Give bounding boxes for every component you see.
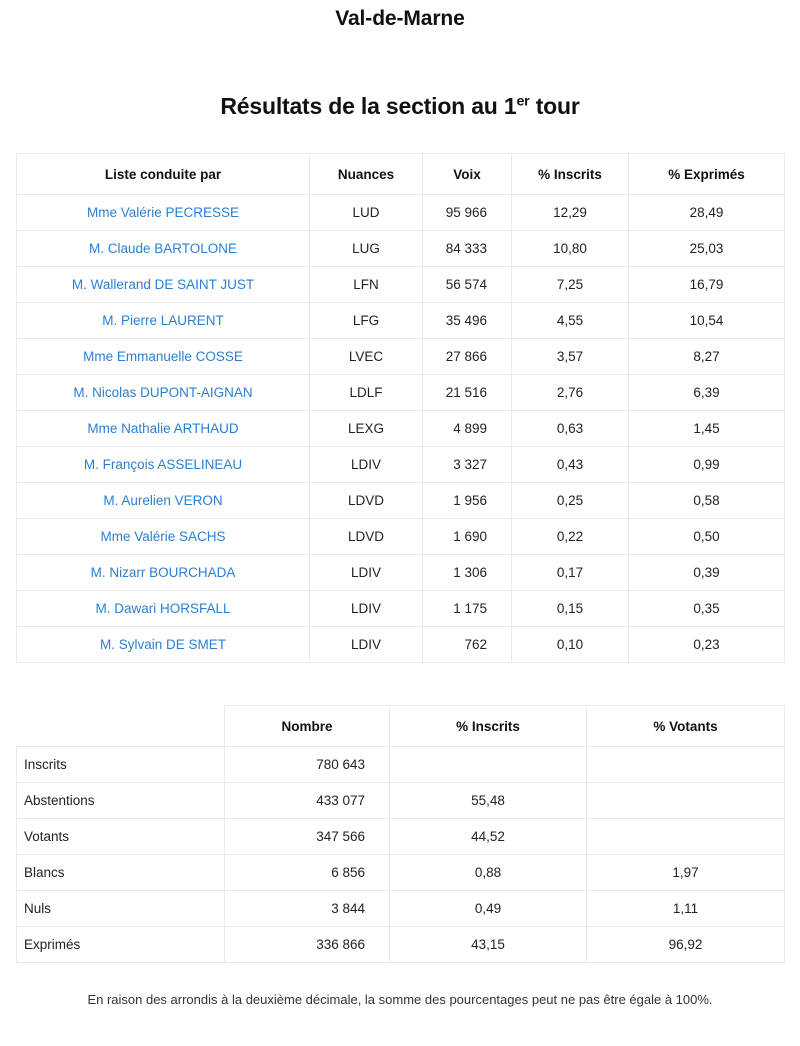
candidate-link[interactable]: M. Nizarr BOURCHADA <box>90 565 236 580</box>
summary-pct-votants-cell: 96,92 <box>587 927 785 963</box>
summary-table-body <box>17 747 785 963</box>
candidate-cell <box>17 519 310 555</box>
pct-inscrits-cell: 2,76 <box>512 375 629 411</box>
candidate-cell <box>17 411 310 447</box>
summary-table-container <box>16 705 784 963</box>
summary-label-cell: Abstentions <box>17 783 225 819</box>
votes-cell: 56 574 <box>423 267 512 303</box>
column-header-count: Nombre <box>225 706 390 747</box>
candidate-cell <box>17 231 310 267</box>
candidate-link[interactable]: M. Dawari HORSFALL <box>95 601 231 616</box>
column-header-nuance: Nuances <box>310 154 423 195</box>
summary-pct-votants-cell <box>587 819 785 855</box>
table-row <box>17 339 785 375</box>
nuance-cell: LDVD <box>310 519 423 555</box>
candidate-link[interactable]: M. Aurelien VERON <box>103 493 223 508</box>
pct-exprimes-cell: 8,27 <box>629 339 785 375</box>
rounding-footnote: En raison des arrondis à la deuxième décimale, la somme des pourcentages peut ne pas être égale à 100%. <box>87 992 713 1007</box>
summary-table <box>16 705 785 963</box>
page-title: Val-de-Marne <box>335 7 465 30</box>
summary-count-cell: 433 077 <box>225 783 390 819</box>
table-row <box>17 411 785 447</box>
pct-inscrits-cell: 0,17 <box>512 555 629 591</box>
votes-cell: 1 175 <box>423 591 512 627</box>
pct-exprimes-cell: 25,03 <box>629 231 785 267</box>
results-table-head <box>17 154 785 195</box>
summary-label-cell: Nuls <box>17 891 225 927</box>
column-header-votes: Voix <box>423 154 512 195</box>
votes-cell: 84 333 <box>423 231 512 267</box>
table-row <box>17 927 785 963</box>
pct-inscrits-cell: 0,63 <box>512 411 629 447</box>
summary-pct-inscrits-cell: 55,48 <box>390 783 587 819</box>
candidate-cell <box>17 339 310 375</box>
results-table-body <box>17 195 785 663</box>
summary-pct-inscrits-cell: 43,15 <box>390 927 587 963</box>
table-row <box>17 783 785 819</box>
table-row <box>17 483 785 519</box>
candidate-link[interactable]: Mme Emmanuelle COSSE <box>83 349 243 364</box>
summary-pct-inscrits-cell <box>390 747 587 783</box>
summary-pct-votants-cell: 1,97 <box>587 855 785 891</box>
nuance-cell: LEXG <box>310 411 423 447</box>
column-header-candidate: Liste conduite par <box>17 154 310 195</box>
table-row <box>17 519 785 555</box>
pct-exprimes-cell: 16,79 <box>629 267 785 303</box>
candidate-cell <box>17 483 310 519</box>
candidate-cell <box>17 555 310 591</box>
pct-inscrits-cell: 4,55 <box>512 303 629 339</box>
pct-inscrits-cell: 0,22 <box>512 519 629 555</box>
results-header-row <box>17 154 785 195</box>
summary-pct-votants-cell <box>587 783 785 819</box>
column-header-pct-voters: % Votants <box>587 706 785 747</box>
pct-exprimes-cell: 28,49 <box>629 195 785 231</box>
table-row <box>17 195 785 231</box>
table-row <box>17 891 785 927</box>
votes-cell: 1 956 <box>423 483 512 519</box>
table-row <box>17 555 785 591</box>
nuance-cell: LUD <box>310 195 423 231</box>
votes-cell: 4 899 <box>423 411 512 447</box>
votes-cell: 27 866 <box>423 339 512 375</box>
summary-count-cell: 3 844 <box>225 891 390 927</box>
column-header-summary-pct-registered: % Inscrits <box>390 706 587 747</box>
column-header-summary-blank <box>17 706 225 747</box>
pct-exprimes-cell: 0,99 <box>629 447 785 483</box>
table-row <box>17 375 785 411</box>
candidate-link[interactable]: M. Wallerand DE SAINT JUST <box>71 277 255 292</box>
pct-exprimes-cell: 0,58 <box>629 483 785 519</box>
table-row <box>17 627 785 663</box>
summary-label-cell: Votants <box>17 819 225 855</box>
column-header-pct-registered: % Inscrits <box>512 154 629 195</box>
nuance-cell: LDIV <box>310 627 423 663</box>
summary-label-cell: Exprimés <box>17 927 225 963</box>
candidate-link[interactable]: Mme Nathalie ARTHAUD <box>87 421 239 436</box>
candidate-cell <box>17 195 310 231</box>
summary-count-cell: 336 866 <box>225 927 390 963</box>
pct-inscrits-cell: 12,29 <box>512 195 629 231</box>
votes-cell: 1 306 <box>423 555 512 591</box>
pct-exprimes-cell: 0,39 <box>629 555 785 591</box>
table-row <box>17 747 785 783</box>
pct-inscrits-cell: 0,25 <box>512 483 629 519</box>
candidate-cell <box>17 447 310 483</box>
pct-inscrits-cell: 10,80 <box>512 231 629 267</box>
nuance-cell: LFN <box>310 267 423 303</box>
nuance-cell: LDLF <box>310 375 423 411</box>
votes-cell: 1 690 <box>423 519 512 555</box>
table-row <box>17 591 785 627</box>
summary-table-head <box>17 706 785 747</box>
nuance-cell: LVEC <box>310 339 423 375</box>
column-header-pct-expressed: % Exprimés <box>629 154 785 195</box>
votes-cell: 35 496 <box>423 303 512 339</box>
summary-pct-inscrits-cell: 0,49 <box>390 891 587 927</box>
table-row <box>17 855 785 891</box>
table-row <box>17 267 785 303</box>
candidate-cell <box>17 375 310 411</box>
section-title-tail: tour <box>529 93 580 119</box>
summary-pct-votants-cell <box>587 747 785 783</box>
nuance-cell: LDVD <box>310 483 423 519</box>
table-row <box>17 447 785 483</box>
nuance-cell: LDIV <box>310 591 423 627</box>
summary-pct-votants-cell: 1,11 <box>587 891 785 927</box>
votes-cell: 762 <box>423 627 512 663</box>
pct-exprimes-cell: 1,45 <box>629 411 785 447</box>
candidate-link[interactable]: Mme Valérie SACHS <box>100 529 226 544</box>
candidate-cell <box>17 591 310 627</box>
pct-exprimes-cell: 0,23 <box>629 627 785 663</box>
candidate-link[interactable]: M. Pierre LAURENT <box>102 313 224 328</box>
summary-count-cell: 347 566 <box>225 819 390 855</box>
candidate-link[interactable]: M. Sylvain DE SMET <box>99 637 227 652</box>
summary-count-cell: 780 643 <box>225 747 390 783</box>
summary-header-row <box>17 706 785 747</box>
pct-inscrits-cell: 0,43 <box>512 447 629 483</box>
section-title-superscript: er <box>516 93 530 110</box>
nuance-cell: LUG <box>310 231 423 267</box>
pct-exprimes-cell: 0,50 <box>629 519 785 555</box>
candidate-link[interactable]: M. Nicolas DUPONT-AIGNAN <box>73 385 253 400</box>
results-table <box>16 153 785 663</box>
pct-inscrits-cell: 3,57 <box>512 339 629 375</box>
nuance-cell: LFG <box>310 303 423 339</box>
results-table-container <box>16 153 784 663</box>
summary-count-cell: 6 856 <box>225 855 390 891</box>
summary-label-cell: Inscrits <box>17 747 225 783</box>
candidate-link[interactable]: M. François ASSELINEAU <box>83 457 243 472</box>
pct-exprimes-cell: 6,39 <box>629 375 785 411</box>
pct-exprimes-cell: 0,35 <box>629 591 785 627</box>
candidate-cell <box>17 627 310 663</box>
candidate-cell <box>17 267 310 303</box>
pct-inscrits-cell: 0,15 <box>512 591 629 627</box>
votes-cell: 3 327 <box>423 447 512 483</box>
table-row <box>17 819 785 855</box>
table-row <box>17 303 785 339</box>
summary-label-cell: Blancs <box>17 855 225 891</box>
pct-exprimes-cell: 10,54 <box>629 303 785 339</box>
table-row <box>17 231 785 267</box>
candidate-link[interactable]: Mme Valérie PECRESSE <box>86 205 240 220</box>
votes-cell: 21 516 <box>423 375 512 411</box>
nuance-cell: LDIV <box>310 447 423 483</box>
candidate-cell <box>17 303 310 339</box>
nuance-cell: LDIV <box>310 555 423 591</box>
candidate-link[interactable]: M. Claude BARTOLONE <box>88 241 238 256</box>
section-title <box>0 31 800 120</box>
section-title-main: Résultats de la section au 1 <box>220 93 517 119</box>
summary-pct-inscrits-cell: 0,88 <box>390 855 587 891</box>
pct-inscrits-cell: 7,25 <box>512 267 629 303</box>
votes-cell: 95 966 <box>423 195 512 231</box>
pct-inscrits-cell: 0,10 <box>512 627 629 663</box>
summary-pct-inscrits-cell: 44,52 <box>390 819 587 855</box>
